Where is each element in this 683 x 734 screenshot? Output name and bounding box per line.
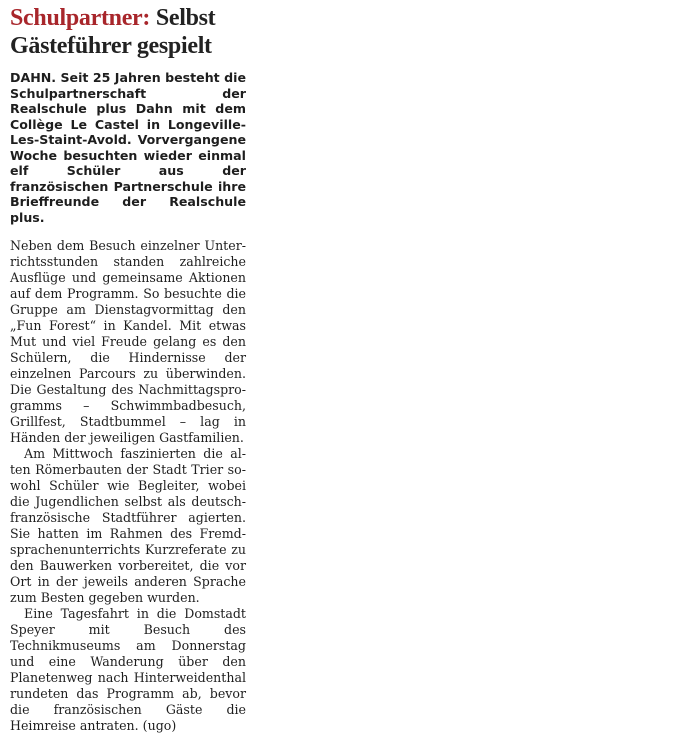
headline-title: Selbst Gästeführer gespielt — [10, 5, 216, 59]
body-paragraph-2: Am Mittwoch faszinierten die alten Römerbauten der Stadt Trier sowohl Schüler wie Begleiter, wobei die Jugendlichen selbst als deutsch-französische Stadtführer agierten. Sie hatten im Rahmen des Fremdsprachenunterrichts Kurzreferate zu den Bauwerken vorbereitet, die vor Ort in der jeweils anderen Sprache zum Besten gegeben wurden. — [10, 446, 246, 605]
news-article — [10, 4, 246, 734]
body-paragraph-1: Neben dem Besuch einzelner Unterrichtsstunden standen zahlreiche Ausflüge und gemeinsame Aktionen auf dem Programm. So besuchte die Gruppe am Dienstagvormittag den „Fun Forest“ in Kandel. Mit etwas Mut und viel Freude gelang es den Schülern, die Hindernisse der einzelnen Parcours zu überwinden. Die Gestaltung des Nachmittagsprogramms – Schwimmbadbesuch, Grillfest, Stadtbummel – lag in Händen der jeweiligen Gastfamilien. — [10, 238, 246, 445]
article-headline — [10, 4, 246, 60]
body-paragraph-3: Eine Tagesfahrt in die Domstadt Speyer mit Besuch des Technikmuseums am Donnerstag und eine Wanderung über den Planetenweg nach Hinterweidenthal rundeten das Programm ab, bevor die französischen Gäste die Heimreise antraten. (ugo) — [10, 606, 246, 733]
article-body — [10, 238, 246, 734]
headline-kicker: Schulpartner: — [10, 5, 151, 31]
article-lead: DAHN. Seit 25 Jahren besteht die Schulpartnerschaft der Realschule plus Dahn mit dem Collège Le Castel in Longeville-Les-Staint-Avold. Vorvergangene Woche besuchten wieder einmal elf Schüler aus der französischen Partnerschule ihre Brieffreunde der Realschule plus. — [10, 70, 246, 225]
